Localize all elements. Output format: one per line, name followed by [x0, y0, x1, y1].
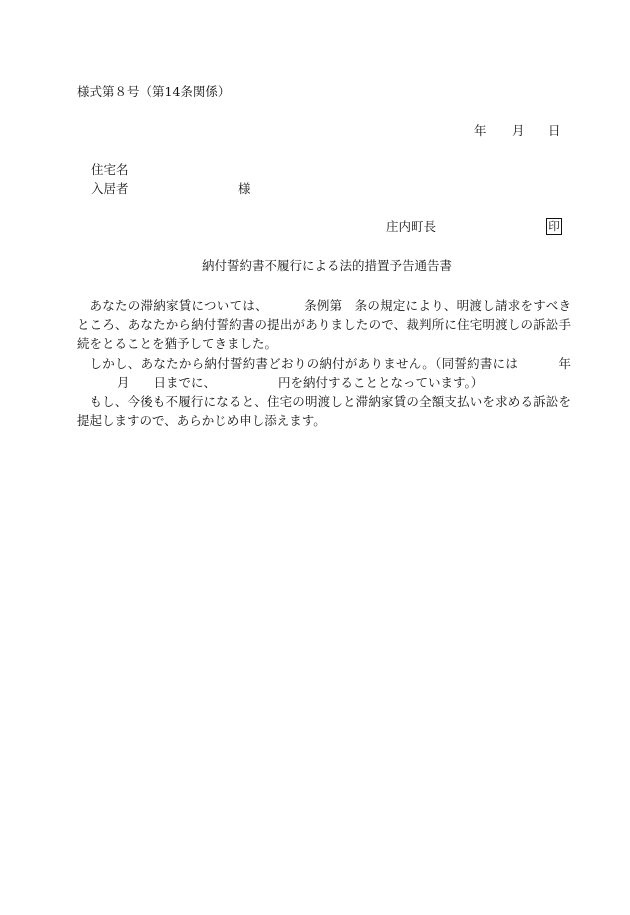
seal-stamp: 印: [546, 218, 562, 235]
body-text: [77, 296, 571, 430]
document-title: 納付誓約書不履行による法的措置予告通告書: [202, 258, 453, 273]
p2-text-e: 円を納付することとなっています。）: [278, 374, 484, 390]
date-day-label: 日: [548, 123, 561, 138]
paragraph-3: もし、今後も不履行になると、住宅の明渡しと滞納家賃の全額支払いを求める訴訟を提起しますので、あらかじめ申し添えます。: [77, 394, 571, 429]
date-year-label: 年: [474, 123, 487, 138]
p2-text-a: しかし、あなたから納付誓約書どおりの納付がありません。（同誓約書には: [89, 355, 519, 371]
honorific-sama: 様: [238, 181, 251, 196]
housing-name-label: 住宅名: [91, 162, 129, 177]
mayor-label: 庄内町長: [386, 219, 437, 234]
paragraph-2: [77, 354, 571, 392]
p2-text-c: 月: [117, 374, 130, 390]
resident-label: 入居者: [91, 181, 129, 196]
form-number: 様式第８号（第14条関係）: [77, 84, 231, 99]
paragraph-1: [77, 296, 571, 354]
p1-text-b: 条例第: [303, 298, 343, 313]
p2-text-d: 日までに、: [153, 374, 217, 390]
p2-text-b: 年: [558, 355, 571, 371]
date-month-label: 月: [512, 123, 525, 138]
p1-text-a: あなたの滞納家賃については、: [89, 298, 268, 313]
p1-text-c: 条の規定により、明渡し請求をすべきところ、あなたから納付誓約書の提出がありましたので、裁判所に住宅明渡しの訴訟手続をとることを猶予してきました。: [77, 298, 571, 352]
